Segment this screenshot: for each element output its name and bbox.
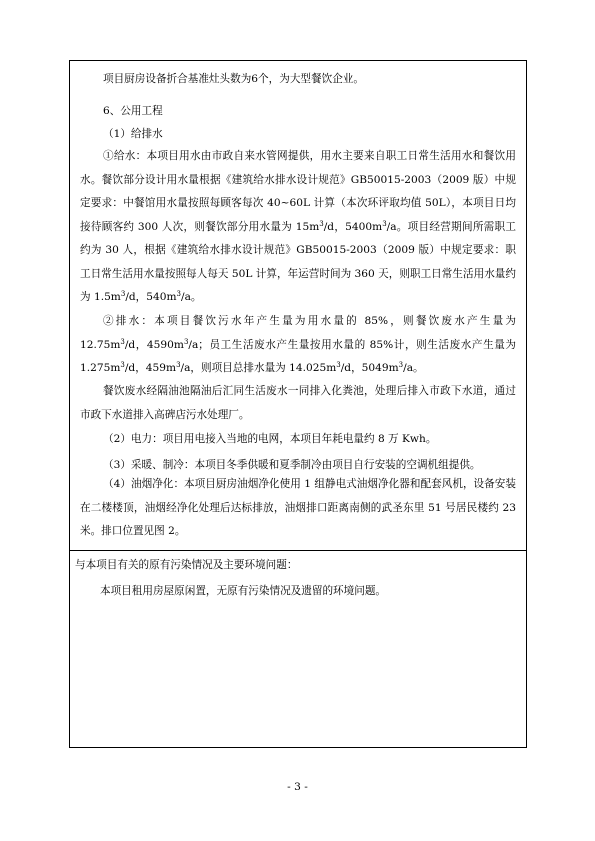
section-divider <box>69 550 527 551</box>
fume-purification-paragraph: （4）油烟净化：本项目厨房油烟净化使用 1 组静电式油烟净化器和配套风机，设备安装在二楼楼顶，油烟经净化处理后达标排放，油烟排口距离南侧的武圣东里 51 号居民楼约 23 米。排口位置见图 2。 <box>80 478 516 537</box>
wastewater-treatment-paragraph: 餐饮废水经隔油池隔油后汇同生活废水一同排入化粪池，处理后排入市政下水道，通过市政下水道排入高碑店污水处理厂。 <box>80 385 516 421</box>
drainage-paragraph: ②排水：本项目餐饮污水年产生量为用水量的 85%，则餐饮废水产生量为 $12.75m^3/d$，$4590m^3/a$；员工生活废水产生量按用水量的 85%计，则生活废水产生量为 $1.275m^3/d$，$459m^3/a$，则项目总排水量为 $14.025m^3/d$，$5049m^3/a$。 <box>80 315 517 374</box>
page-number: - 3 - <box>287 781 308 793</box>
section-heading-utilities: 6、公用工程 <box>103 105 163 117</box>
power-line: （2）电力：项目用电接入当地的电网，本项目年耗电量约 8 万 Kwh。 <box>103 433 437 445</box>
water-supply-paragraph: ①给水：本项目用水由市政自来水管网提供，用水主要来自职工日常生活用水和餐饮用水。餐饮部分设计用水量根据《建筑给水排水设计规范》GB50015-2003（2009 版）中规定要求：中餐馆用水量按照每顾客每次 40~60L 计算（本次环评取均值 50L），本项目日均接待顾客约 300 人次，则餐饮部分用水量为 $15m^3/d$，$5400m^3/a$。项目经营期间所需职工约为 30 人，根据《建筑给水排水设计规范》GB50015-2003（2009 版）中规定要求：职工日常生活用水量按照每人每天 50L 计算，年运营时间为 360 天，则职工日常生活用水量约为 $1.5m^3/d$，$540m^3/a$。 <box>80 150 516 303</box>
heating-line: （3）采暖、制冷：本项目冬季供暖和夏季制冷由项目自行安装的空调机组提供。 <box>103 459 481 471</box>
existing-pollution-body: 本项目租用房屋原闲置，无原有污染情况及遗留的环境问题。 <box>100 585 387 597</box>
kitchen-burner-line: 项目厨房设备折合基准灶头数为6个，为大型餐饮企业。 <box>103 73 364 85</box>
subheading-water: （1）给排水 <box>103 128 163 140</box>
section-title-existing-pollution: 与本项目有关的原有污染情况及主要环境问题： <box>75 559 298 571</box>
